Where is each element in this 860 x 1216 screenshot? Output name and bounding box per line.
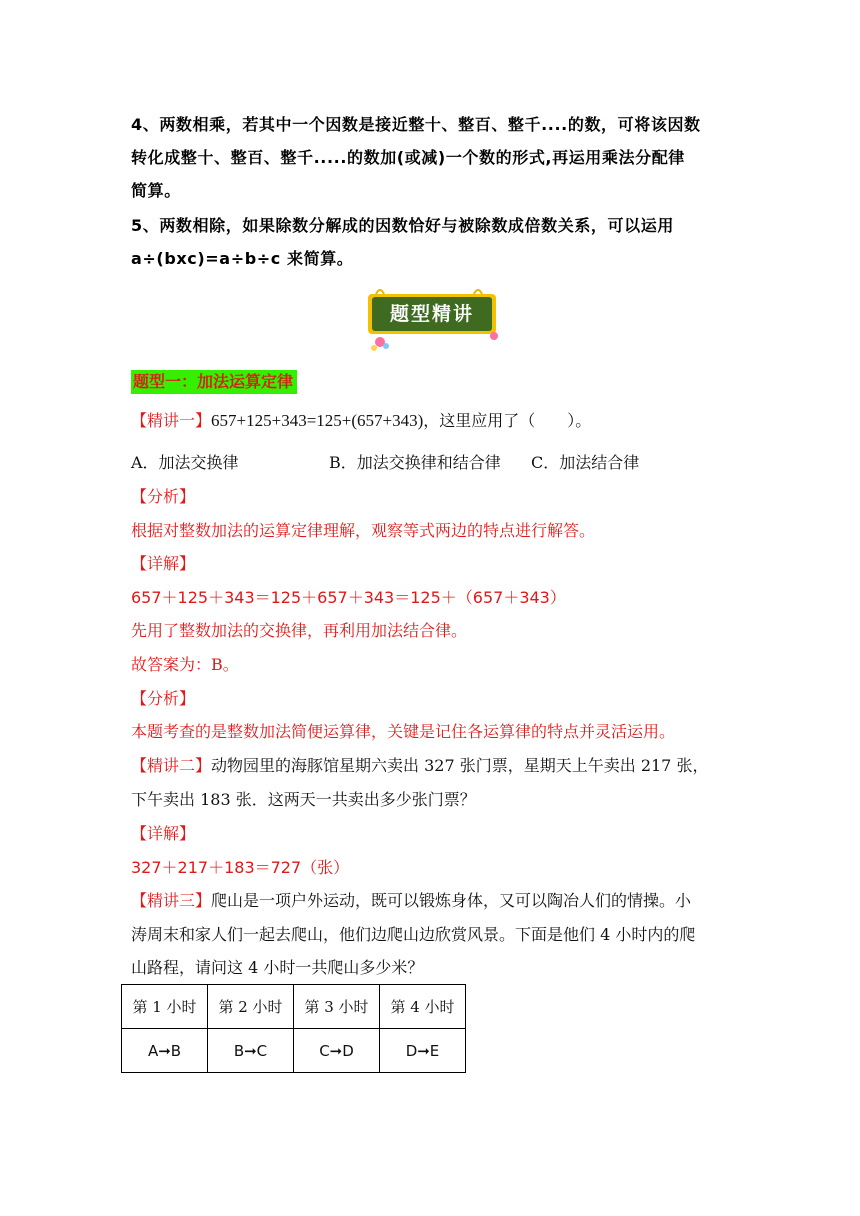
example-three-text-1: 爬山是一项户外运动，既可以锻炼身体，又可以陶冶人们的情操。小 xyxy=(211,891,692,910)
example-three-tag: 【精讲三】 xyxy=(131,891,212,910)
answer-text: 故答案为：B。 xyxy=(131,655,239,674)
table-cell: B➞C xyxy=(208,1029,294,1073)
table-row xyxy=(122,1029,466,1073)
hours-table xyxy=(121,984,466,1073)
rule-5-line-1: 5、两数相除，如果除数分解成的因数恰好与被除数成倍数关系，可以运用 xyxy=(131,216,674,235)
analysis-tag: 【分析】 xyxy=(131,487,196,506)
rule-4-line-1: 4、两数相乘，若其中一个因数是接近整十、整百、整千....的数，可将该因数 xyxy=(131,115,701,134)
example-two-text-1: 动物园里的海豚馆星期六卖出 327 张门票，星期天上午卖出 217 张， xyxy=(211,756,709,775)
example-two-detail-tag: 【详解】 xyxy=(131,824,196,843)
example-one-equation: 657+125+343=125+(657+343) xyxy=(211,411,424,430)
option-b: B．加法交换律和结合律 xyxy=(329,453,501,472)
analysis-text: 根据对整数加法的运算定律理解，观察等式两边的特点进行解答。 xyxy=(131,521,596,540)
example-two-line-1 xyxy=(131,753,708,776)
example-one-tag: 【精讲一】 xyxy=(131,411,212,430)
table-header-cell: 第 2 小时 xyxy=(208,985,294,1029)
example-three-line-3: 山路程，请问这 4 小时一共爬山多少米？ xyxy=(131,958,424,977)
table-cell: D➞E xyxy=(380,1029,466,1073)
example-three-line-1 xyxy=(131,888,691,911)
banner-label: 题型精讲 xyxy=(389,303,474,325)
rule-4-line-3: 简算。 xyxy=(131,181,181,200)
table-cell: A➞B xyxy=(122,1029,208,1073)
example-two-tag: 【精讲二】 xyxy=(131,756,212,775)
example-two-line-2: 下午卖出 183 张．这两天一共卖出多少张门票？ xyxy=(131,790,476,809)
topic-one-heading: 题型一：加法运算定律 xyxy=(131,370,297,394)
rule-5-line-2: a÷(bxc)=a÷b÷c 来简算。 xyxy=(131,249,354,268)
example-two-detail-equation: 327＋217＋183＝727（张） xyxy=(131,858,350,877)
option-c: C．加法结合律 xyxy=(531,453,640,472)
detail-tag: 【详解】 xyxy=(131,554,196,573)
detail-equation: 657＋125＋343＝125＋657＋343＝125＋（657＋343） xyxy=(131,588,566,607)
example-three-line-2: 涛周末和家人们一起去爬山，他们边爬山边欣赏风景。下面是他们 4 小时内的爬 xyxy=(131,925,696,944)
example-one-question xyxy=(131,408,591,431)
table-header-row xyxy=(122,985,466,1029)
example-one-prompt: ，这里应用了（ ）。 xyxy=(423,411,592,430)
rule-4-line-2: 转化成整十、整百、整千.....的数加(或减)一个数的形式,再运用乘法分配律 xyxy=(131,148,685,167)
detail-text: 先用了整数加法的交换律，再利用加法结合律。 xyxy=(131,621,468,640)
table-cell: C➞D xyxy=(294,1029,380,1073)
table-header-cell: 第 3 小时 xyxy=(294,985,380,1029)
option-a: A．加法交换律 xyxy=(131,453,239,472)
analysis-text-2: 本题考查的是整数加法简便运算律，关键是记住各运算律的特点并灵活运用。 xyxy=(131,722,676,741)
table-header-cell: 第 1 小时 xyxy=(122,985,208,1029)
section-banner xyxy=(356,286,506,356)
table-header-cell: 第 4 小时 xyxy=(380,985,466,1029)
analysis-tag-2: 【分析】 xyxy=(131,689,196,708)
